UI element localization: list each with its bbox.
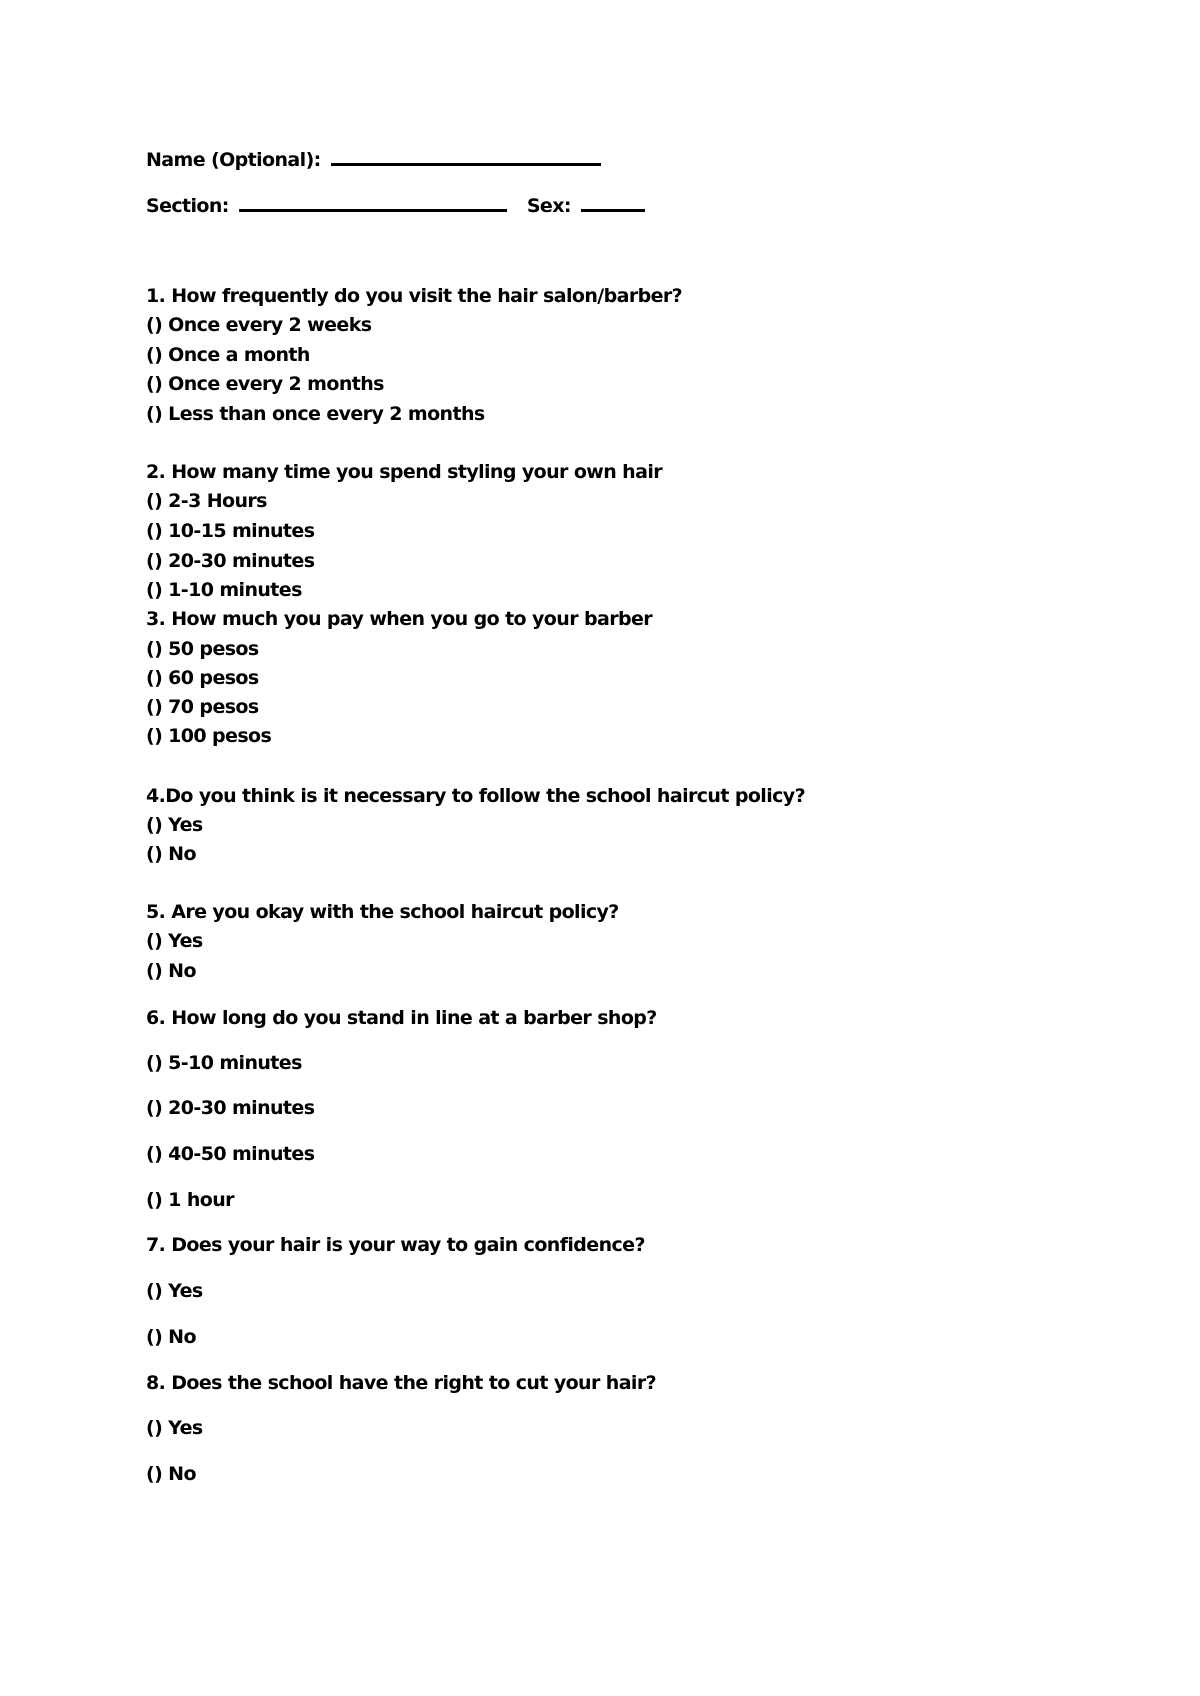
option: () Once every 2 months — [146, 373, 384, 395]
option: () Yes — [146, 1280, 203, 1302]
option: () 10-15 minutes — [146, 520, 315, 542]
option: () Once a month — [146, 344, 310, 366]
section-blank — [239, 195, 507, 212]
name-blank — [331, 149, 601, 166]
name-label: Name (Optional): — [146, 149, 321, 171]
question-4: 4.Do you think is it necessary to follow the school haircut policy? — [146, 785, 805, 807]
option: () 20-30 minutes — [146, 1097, 315, 1119]
option: () 2-3 Hours — [146, 490, 267, 512]
option: () Once every 2 weeks — [146, 314, 372, 336]
option: () Yes — [146, 814, 203, 836]
question-3: 3. How much you pay when you go to your barber — [146, 608, 653, 630]
sex-label: Sex: — [526, 195, 571, 217]
name-field — [146, 148, 601, 172]
option: () Yes — [146, 1417, 203, 1439]
sex-blank — [581, 195, 645, 212]
option: () 1 hour — [146, 1189, 234, 1211]
option: () No — [146, 960, 196, 982]
option: () 40-50 minutes — [146, 1143, 315, 1165]
question-7: 7. Does your hair is your way to gain confidence? — [146, 1234, 645, 1256]
option: () No — [146, 1463, 196, 1485]
option: () Less than once every 2 months — [146, 403, 485, 425]
option: () 100 pesos — [146, 725, 272, 747]
question-2: 2. How many time you spend styling your own hair — [146, 461, 663, 483]
section-label: Section: — [146, 195, 229, 217]
option: () 1-10 minutes — [146, 579, 302, 601]
option: () No — [146, 1326, 196, 1348]
option: () 60 pesos — [146, 667, 259, 689]
question-6: 6. How long do you stand in line at a barber shop? — [146, 1007, 657, 1029]
section-sex-row — [146, 194, 645, 218]
option: () Yes — [146, 930, 203, 952]
option: () 70 pesos — [146, 696, 259, 718]
option: () 5-10 minutes — [146, 1052, 302, 1074]
question-5: 5. Are you okay with the school haircut policy? — [146, 901, 619, 923]
question-1: 1. How frequently do you visit the hair salon/barber? — [146, 285, 683, 307]
question-8: 8. Does the school have the right to cut your hair? — [146, 1372, 657, 1394]
option: () No — [146, 843, 196, 865]
option: () 20-30 minutes — [146, 550, 315, 572]
option: () 50 pesos — [146, 638, 259, 660]
